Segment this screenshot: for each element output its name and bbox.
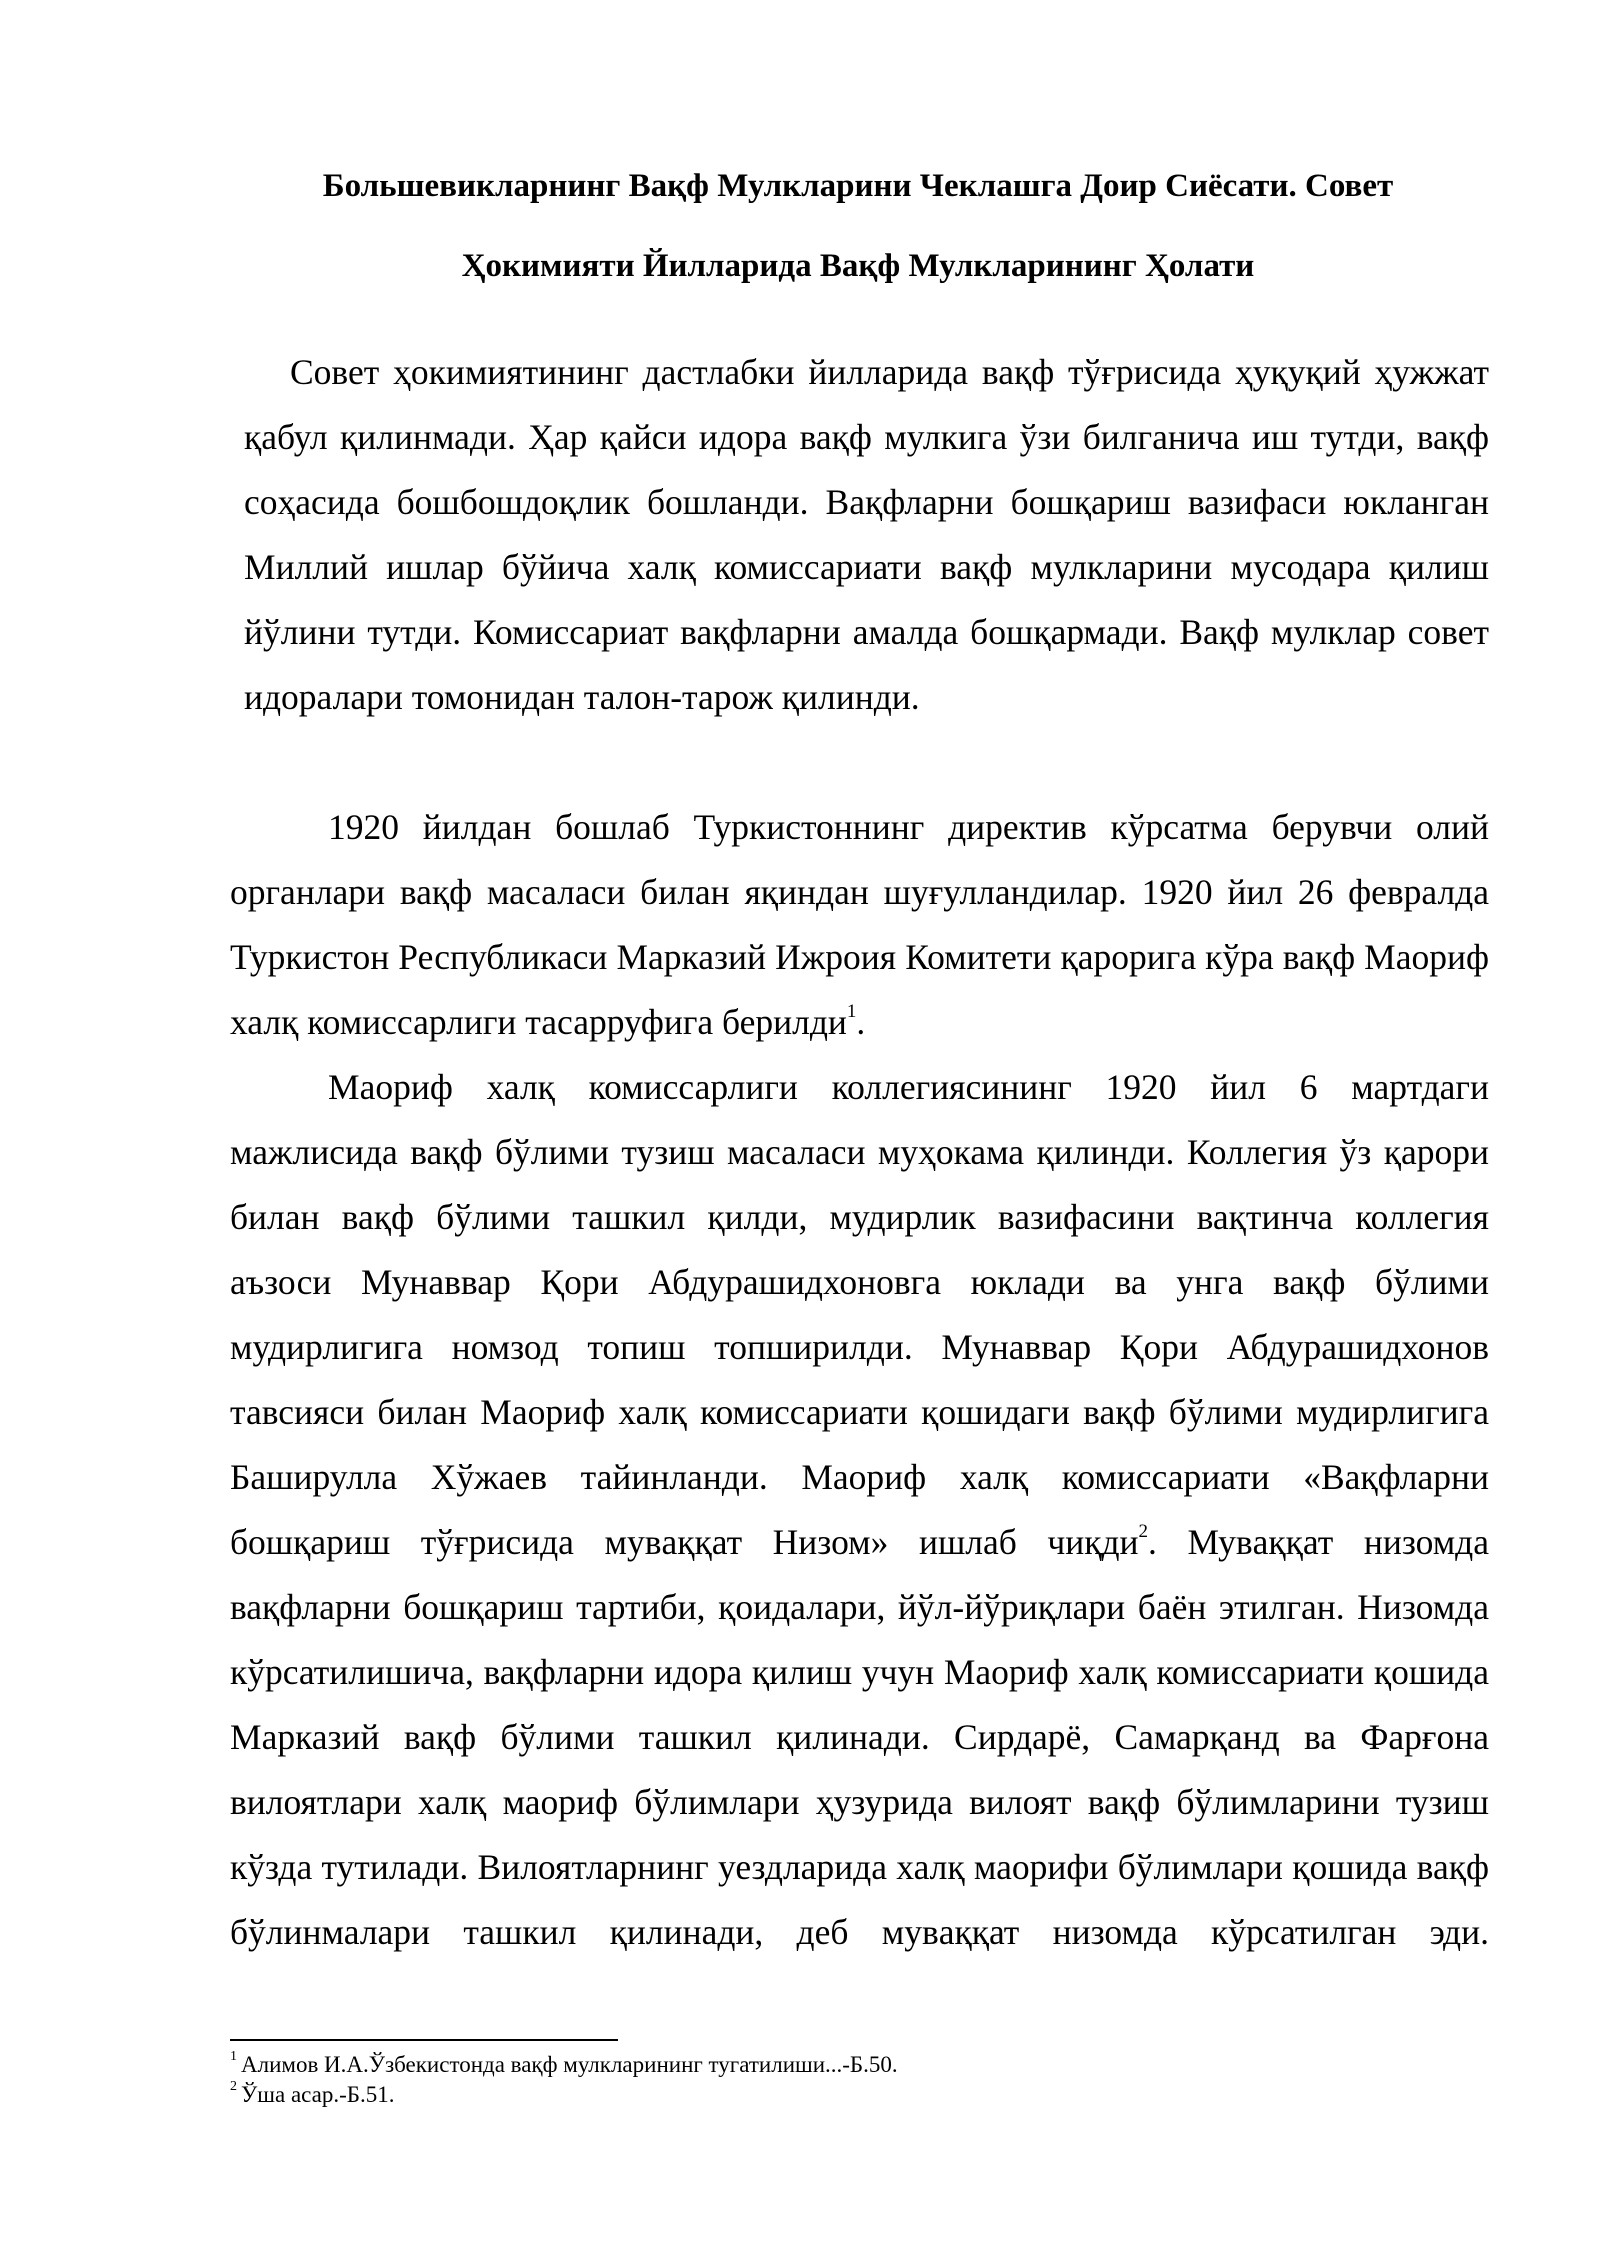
footnote-2-text: Ўша асар.-Б.51. — [241, 2082, 395, 2107]
paragraph-3 — [230, 1055, 1489, 1965]
document-title — [228, 146, 1488, 306]
footnote-1-text: Алимов И.А.Ўзбекистонда вақф мулкларининг тугатилиши...-Б.50. — [241, 2052, 898, 2077]
paragraph-2-text: 1920 йилдан бошлаб Туркистоннинг директив кўрсатма берувчи олий органлари вақф масаласи билан яқиндан шуғулландилар. 1920 йил 26 февралда Туркистон Республикаси Марказий Ижроия Комитети қарорига кўра вақф Маориф халқ комиссарлиги тасарруфига берилди — [230, 807, 1489, 1042]
title-line-1: Большевикларнинг Вақф Мулкларини Чеклашга Доир Сиёсати. Совет — [322, 168, 1394, 204]
footnote-ref-2: 2 — [1138, 1521, 1149, 1543]
footnote-2 — [230, 2080, 1330, 2110]
paragraph-2-tail: . — [856, 1002, 866, 1042]
title-line-2: Ҳокимияти Йилларида Вақф Мулкларининг Ҳолати — [461, 248, 1255, 284]
footnote-separator — [230, 2039, 618, 2041]
footnote-2-number: 2 — [230, 2079, 237, 2095]
footnote-1-number: 1 — [230, 2049, 237, 2065]
footnote-1 — [230, 2050, 1330, 2080]
footnotes — [230, 2050, 1330, 2110]
footnote-ref-1: 1 — [846, 1001, 857, 1023]
paragraph-2 — [230, 795, 1489, 1055]
paragraph-1: Совет ҳокимиятининг дастлабки йилларида вақф тўғрисида ҳуқуқий ҳужжат қабул қилинмади. Ҳар қайси идора вақф мулкига ўзи билганича иш тутди, вақф соҳасида бошбошдоқлик бошланди. Вақфларни бошқариш вазифаси юкланган Миллий ишлар бўйича халқ комиссариати вақф мулкларини мусодара қилиш йўлини тутди. Комиссариат вақфларни амалда бошқармади. Вақф мулклар совет идоралари томонидан талон-тарож қилинди. — [244, 352, 1489, 717]
paragraph-3-text-a: Маориф халқ комиссарлиги коллегиясининг 1920 йил 6 мартдаги мажлисида вақф бўлими тузиш масаласи муҳокама қилинди. Коллегия ўз қарори билан вақф бўлими ташкил қилди, мудирлик вазифасини вақтинча коллегия аъзоси Мунаввар Қори Абдурашидхоновга юклади ва унга вақф бўлими мудирлигига номзод топиш топширилди. Мунаввар Қори Абдурашидхонов тавсияси билан Маориф халқ комиссариати қошидаги вақф бўлими мудирлигига Баширулла Хўжаев тайинланди. Маориф халқ комиссариати «Вақфларни бошқариш тўғрисида мувaққат Низом» ишлаб чиқди — [230, 1067, 1489, 1562]
paragraph-3-text-b: . Мувaққат низомда вақфларни бошқариш тартиби, қоидалари, йўл-йўриқлари баён этилган. Низомда кўрсатилишича, вақфларни идора қилиш учун Маориф халқ комиссариати қошида Марказий вақф бўлими ташкил қилинади. Сирдарё, Самарқанд ва Фарғона вилоятлари халқ маориф бўлимлари ҳузурида вилоят вақф бўлимларини тузиш кўзда тутилади. Вилоятларнинг уездларида халқ маорифи бўлимлари қошида вақф бўлинмалари ташкил қилинади, деб мувaққат низомда кўрсатилган эди. — [230, 1522, 1489, 1952]
